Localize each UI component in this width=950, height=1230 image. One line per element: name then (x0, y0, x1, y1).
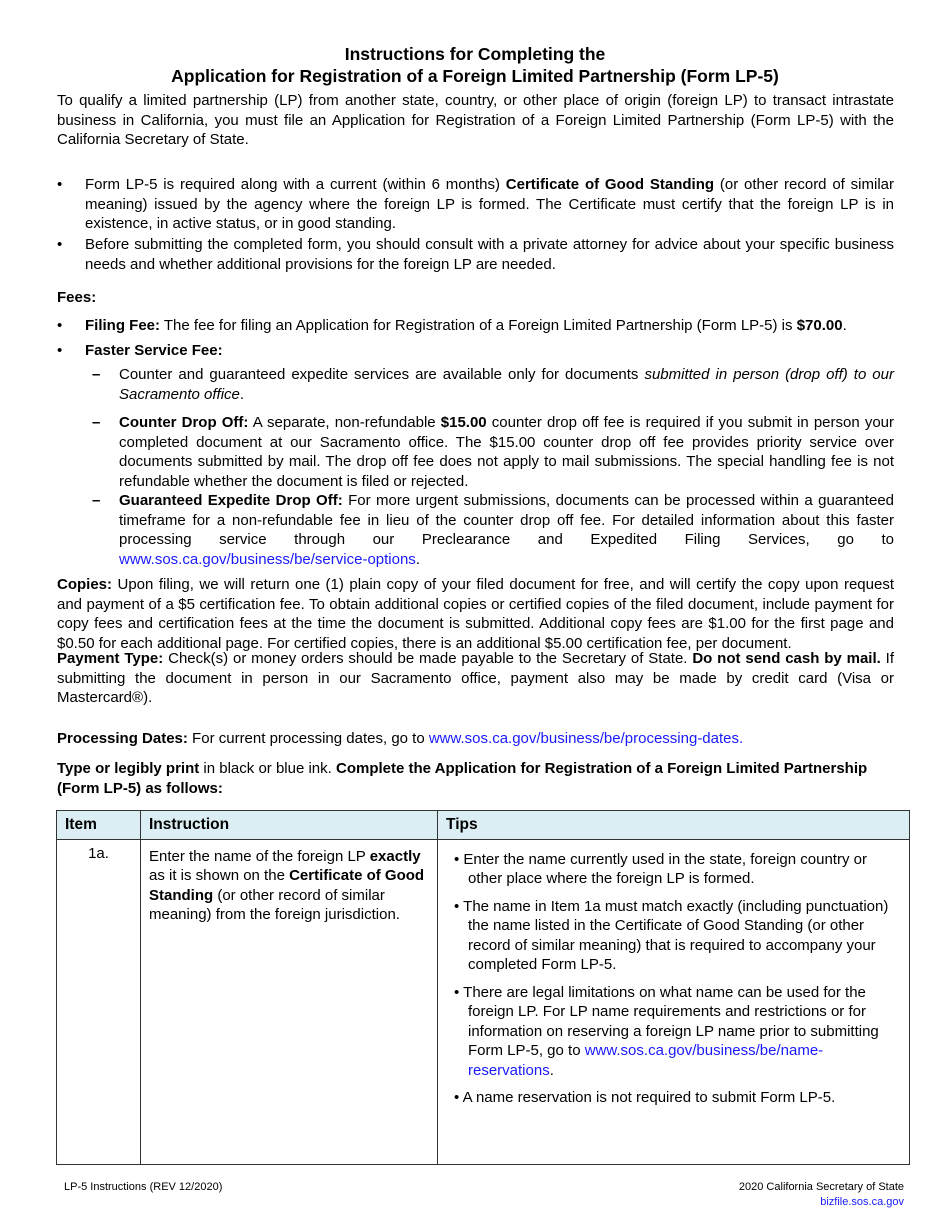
text: Upon filing, we will return one (1) plain copy of your filed document for free, and will certify the copy upon request and payment of a $5 certification fee. To obtain additional copies or certified copies of the filed document, include payment for copy fees and certification fees at the time the document is submitted. Additional copy fees are $1.00 for the first page and $0.50 for each additional page. For certified copies, there is an additional $5.00 certification fee, per document. (57, 576, 894, 652)
text: Counter and guaranteed expedite services are available only for documents (119, 366, 645, 383)
text: (or other record of similar meaning) issued by the agency where the foreign LP is formed. The Certificate must certify that the foreign LP is in existence, in active status, or in good standing. (85, 176, 894, 232)
tips-cell (438, 839, 910, 1164)
text: There are legal limitations on what name can be used for the foreign LP. For LP name requirements and restrictions or for information on reserving a foreign LP name prior to submitting Form LP-5, go to (463, 983, 879, 1059)
service-options-link[interactable]: www.sos.ca.gov/business/be/service-options (119, 550, 416, 568)
name-reservations-link[interactable]: www.sos.ca.gov/business/be/name-reservations (468, 1042, 824, 1079)
footer-copyright: 2020 California Secretary of State (738, 1181, 904, 1193)
label: Counter Drop Off: (119, 414, 249, 431)
intro-paragraph: To qualify a limited partnership (LP) from another state, country, or other place of origin (foreign LP) to transact intrastate business in California, you must file an Application for Registration of a Foreign Limited Partnership (Form LP-5) with the California Secretary of State. (57, 92, 894, 148)
instruction-cell (141, 839, 438, 1164)
faster-service-item (57, 341, 894, 361)
text: in black or blue ink. (199, 760, 336, 777)
text: . (842, 317, 847, 334)
table-header-row (57, 811, 910, 840)
label: Filing Fee: (85, 317, 160, 334)
column-header-tips: Tips (438, 811, 910, 840)
dash-item (92, 365, 894, 404)
text: counter drop off fee is required if you submit in person your completed document at our Sacramento office. The $15.00 counter drop off fee provides priority service over documents submitted by mail. The drop off fee does not apply to mail submissions. The special handling fee is not refundable whether the document is filed or rejected. (119, 414, 895, 490)
fee-amount: $70.00 (796, 317, 843, 334)
tip-item: • There are legal limitations on what name can be used for the foreign LP. For LP name requirements and restrictions or for information on reserving a foreign LP name prior to submitting Form LP-5, go to www.sos.ca.gov/business/be/name-reservations. (454, 983, 879, 1079)
dash-icon: – (92, 414, 101, 431)
column-header-item: Item (57, 811, 141, 840)
bold-text: exactly (369, 847, 421, 865)
tip-item: • The name in Item 1a must match exactly (including punctuation) the name listed in the Certificate of Good Standing (or other record of similar meaning) that is required to accompany your completed Form LP-5. (454, 897, 889, 973)
bold-text: Certificate of Good Standing (149, 867, 425, 904)
dash-item (92, 491, 894, 569)
footer-right (739, 1180, 904, 1210)
filing-fee-item (57, 316, 894, 336)
label: Payment Type: (57, 650, 164, 667)
text: The fee for filing an Application for Registration of a Foreign Limited Partnership (Form LP-5) is (160, 317, 797, 334)
bullet-icon: • (57, 176, 63, 193)
bullet-icon: • (57, 236, 63, 253)
bullet-item (57, 175, 894, 234)
text: . (415, 550, 420, 568)
text: For more urgent submissions, documents can be processed within a guaranteed timeframe for a non-refundable fee in lieu of the counter drop off fee. For detailed information about this faster processing service through our Preclearance and Expedited Filing Services, go to (119, 492, 894, 548)
text: . (549, 1061, 554, 1079)
page-title (0, 43, 950, 87)
processing-dates-link[interactable]: www.sos.ca.gov/business/be/processing-dates. (428, 730, 744, 747)
title-line-1: Instructions for Completing the (344, 44, 606, 64)
fee-amount: $15.00 (440, 414, 487, 431)
title-line-2: Application for Registration of a Foreign Limited Partnership (Form LP-5) (171, 66, 779, 86)
dash-icon: – (92, 492, 101, 509)
instructions-table (56, 810, 910, 1165)
item-cell: 1a. (57, 839, 141, 1164)
label: Processing Dates: (57, 730, 188, 747)
tip-item: • A name reservation is not required to submit Form LP-5. (454, 1089, 836, 1106)
text: If submitting the document in person in our Sacramento office, payment also may be made by credit card (Visa or Mastercard®). (57, 650, 895, 706)
bold-text: Complete the Application for Registration of a Foreign Limited Partnership (Form LP-5) as follows: (57, 760, 868, 797)
payment-paragraph (57, 649, 894, 708)
text: (or other record of similar meaning) from the foreign jurisdiction. (149, 886, 400, 923)
text: Before submitting the completed form, you should consult with a private attorney for advice about your specific business needs and whether additional provisions for the foreign LP are needed. (85, 236, 894, 273)
text: Check(s) or money orders should be made payable to the Secretary of State. (163, 650, 693, 667)
bold-text: Type or legibly print (57, 760, 200, 777)
tip-item: • Enter the name currently used in the state, foreign country or other place where the foreign LP is formed. (454, 850, 867, 887)
copies-paragraph (57, 575, 894, 653)
bold-text: Do not send cash by mail. (692, 650, 881, 667)
text: Enter the name of the foreign LP (149, 847, 370, 865)
italic-text: submitted in person (drop off) to our Sacramento office (119, 366, 894, 403)
bullet-icon: • (57, 342, 63, 359)
footer-form-id: LP-5 Instructions (REV 12/2020) (64, 1181, 223, 1193)
text: A separate, non-refundable (248, 414, 441, 431)
bizfile-link[interactable]: bizfile.sos.ca.gov (820, 1196, 904, 1208)
text: . (239, 385, 245, 403)
bullet-item (57, 235, 894, 274)
label: Guaranteed Expedite Drop Off: (119, 492, 343, 509)
text: Enter the name currently used in the state, foreign country or other place where the foreign LP is formed. (463, 850, 867, 887)
table-row (57, 839, 910, 1164)
column-header-instruction: Instruction (141, 811, 438, 840)
text: A name reservation is not required to submit Form LP-5. (462, 1089, 836, 1106)
processing-paragraph (57, 729, 894, 749)
text: The name in Item 1a must match exactly (including punctuation) the name listed in the Certificate of Good Standing (or other record of similar meaning) that is required to accompany your completed Form LP-5. (463, 897, 889, 973)
bullet-icon: • (57, 317, 63, 334)
dash-icon: – (92, 366, 101, 383)
bold-text: Certificate of Good Standing (505, 176, 715, 193)
dash-item (92, 413, 894, 491)
text: Form LP-5 is required along with a current (within 6 months) (85, 176, 506, 193)
label: Faster Service Fee: (85, 342, 223, 359)
label: Copies: (57, 576, 113, 593)
text: For current processing dates, go to (187, 730, 429, 747)
fees-heading: Fees: (57, 289, 97, 306)
text: as it is shown on the (149, 867, 290, 884)
type-print-paragraph (57, 759, 894, 798)
